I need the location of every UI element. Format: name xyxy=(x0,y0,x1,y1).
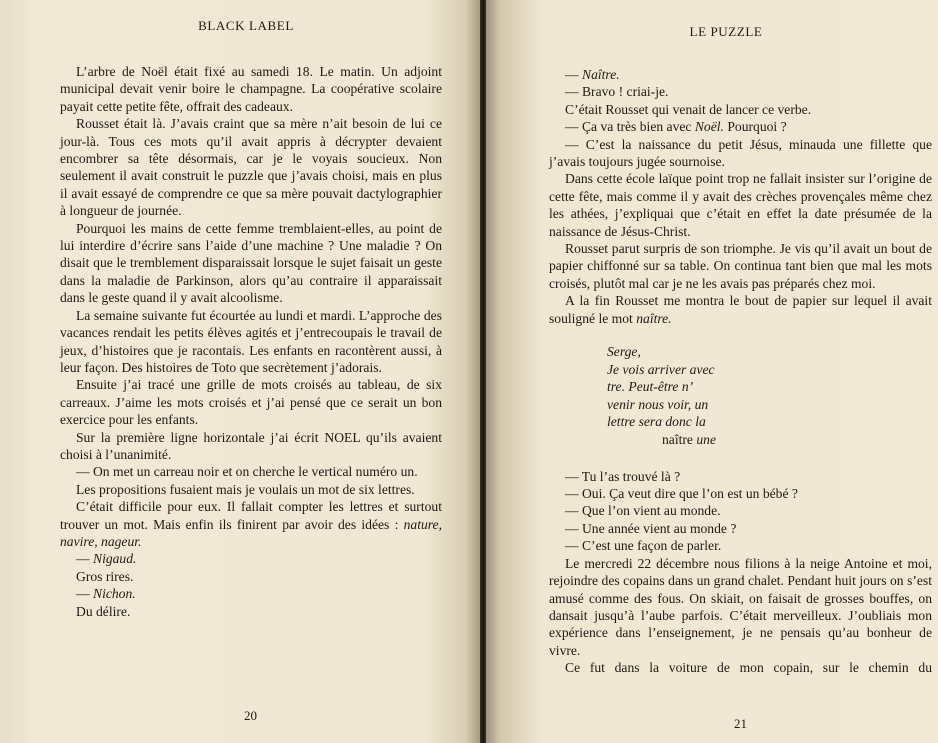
dialogue-line xyxy=(549,118,932,135)
dash: — xyxy=(76,551,93,567)
paragraph xyxy=(60,498,442,550)
letter-line: lettre sera donc la xyxy=(607,414,706,430)
paragraph-text: A la fin Rousset me montra le bout de papier sur lequel il avait souligné le mot xyxy=(549,293,932,326)
dialogue-line: — Oui. Ça veut dire que l’on est un bébé ? xyxy=(565,486,798,502)
dash: — xyxy=(565,67,582,82)
paragraph: Le mercredi 22 décembre nous filions à la neige Antoine et moi, rejoindre des copains dans un grand chalet. Pendant huit jours on s’est amusé comme des fous. On skiait, on faisait de grosses bouffes, on dansait jusqu’à l’aube parfois. C’était merveilleux. J’oubliais mon expérience dans l’enseignement, je ne pensais qu’au bonheur de vivre. xyxy=(549,555,932,658)
paragraph xyxy=(549,292,932,327)
letter-line: tre. Peut-être n’ xyxy=(607,379,694,395)
right-page-body xyxy=(549,66,932,677)
paragraph: La semaine suivante fut écourtée au lundi et mardi. L’approche des vacances rendait les petits élèves agités et j’entrecoupais le travail de jeux, d’histoires que je racontais. Les enfants en racontèrent aussi, à leur façon. Des histoires de Toto que secrètement j’adorais. xyxy=(60,307,442,375)
paragraph: Pourquoi les mains de cette femme tremblaient-elles, au point de lui interdire d’écrire sans l’aide d’une machine ? Une maladie ? On disait que le tremblement disparaissait lorsque le sujet faisait un geste dans la maladie de Parkinson, alors qu’au contraire il apparaissait dans le geste quand il y avait alcoolisme. xyxy=(60,220,442,306)
letter-line: venir nous voir, un xyxy=(607,396,709,412)
word-nigaud: Nigaud. xyxy=(93,551,137,567)
dialogue-line: — Une année vient au monde ? xyxy=(565,520,737,536)
word-nichon: Nichon. xyxy=(93,586,136,602)
paragraph: L’arbre de Noël était fixé au samedi 18. Le matin. Un adjoint municipal devait venir boire le champagne. La coopérative scolaire payait cette petite fête, offrait des cadeaux. xyxy=(60,64,442,114)
word-naitre: Naître. xyxy=(582,67,620,82)
paragraph: Du délire. xyxy=(76,603,131,619)
dialogue-line: — C’est la naissance du petit Jésus, minauda une fillette que j’avais toujours jugée sournoise. xyxy=(549,136,932,170)
dialogue-line xyxy=(60,550,442,567)
dialogue-line: — Bravo ! criai-je. xyxy=(565,84,669,100)
paragraph-text: — Ça va très bien avec xyxy=(565,119,695,135)
word-ideas: nature, navire, nageur. xyxy=(60,516,442,549)
paragraph: Ensuite j’ai tracé une grille de mots croisés au tableau, de six carreaux. J’aime les mots croisés et j’ai pensé que ce serait un bon exercice pour les enfants. xyxy=(60,377,442,428)
word-noel: Noël. xyxy=(694,119,724,135)
running-head-left: BLACK LABEL xyxy=(198,18,294,33)
paragraph: Rousset parut surpris de son triomphe. Je vis qu’il avait un bout de papier chiffonné sur sa table. On continua tant bien que mal les mots croisés, plutôt mal car je ne les avais pas préparés chez moi. xyxy=(549,241,932,291)
dialogue-line: — On met un carreau noir et on cherche le vertical numéro un. xyxy=(76,464,418,480)
page-number-right: 21 xyxy=(734,716,747,731)
paragraph: Dans cette école laïque point trop ne fallait insister sur l’origine de cette fête, mais comme il y avait des crèches provençales même chez les athées, j’expliquai que c’était en effet la date présumée de la naissance de Jésus-Christ. xyxy=(549,171,932,239)
dash: — xyxy=(76,586,93,602)
letter-word: naître xyxy=(662,432,697,448)
page-number-left: 20 xyxy=(244,708,257,723)
letter-fragment xyxy=(607,343,932,449)
letter-line xyxy=(607,431,932,449)
letter-word: une xyxy=(696,432,716,448)
word-naitre-underlined: naître. xyxy=(636,310,672,326)
paragraph: Les propositions fusaient mais je voulais un mot de six lettres. xyxy=(76,481,415,497)
paragraph: Ce fut dans la voiture de mon copain, sur le chemin du xyxy=(565,660,932,676)
paragraph-text: C’était difficile pour eux. Il fallait compter les lettres et surtout trouver un mot. Mais enfin ils finirent par avoir des idées : xyxy=(60,499,442,532)
paragraph: C’était Rousset qui venait de lancer ce verbe. xyxy=(565,101,812,117)
paragraph: Rousset était là. J’avais craint que sa mère n’ait besoin de lui ce jour-là. Tous ces mots qu’il avait appris à décrypter devaient encombrer sa tête désormais, car je le voyais soucieux. Non seulement il avait construit le puzzle que j’avais choisi, mais en plus il avait essayé de comprendre ce que sa mère pouvait dactylographier à longueur de journée. xyxy=(60,116,442,219)
dialogue-line: — C’est une façon de parler. xyxy=(565,538,722,554)
running-head-right: LE PUZZLE xyxy=(689,24,763,39)
paragraph: Gros rires. xyxy=(76,568,134,584)
letter-line: Je vois arriver avec xyxy=(607,361,715,377)
dialogue-line: — Tu l’as trouvé là ? xyxy=(565,468,681,484)
left-page-body xyxy=(60,63,442,620)
paragraph: Sur la première ligne horizontale j’ai écrit NOEL qu’ils avaient choisi à l’unanimité. xyxy=(60,429,442,462)
right-page xyxy=(486,0,938,743)
dialogue-line xyxy=(60,585,442,602)
letter-line: Serge, xyxy=(607,344,641,360)
paragraph-text: Pourquoi ? xyxy=(723,119,787,135)
dialogue-line xyxy=(549,66,932,83)
dialogue-line: — Que l’on vient au monde. xyxy=(565,503,721,519)
